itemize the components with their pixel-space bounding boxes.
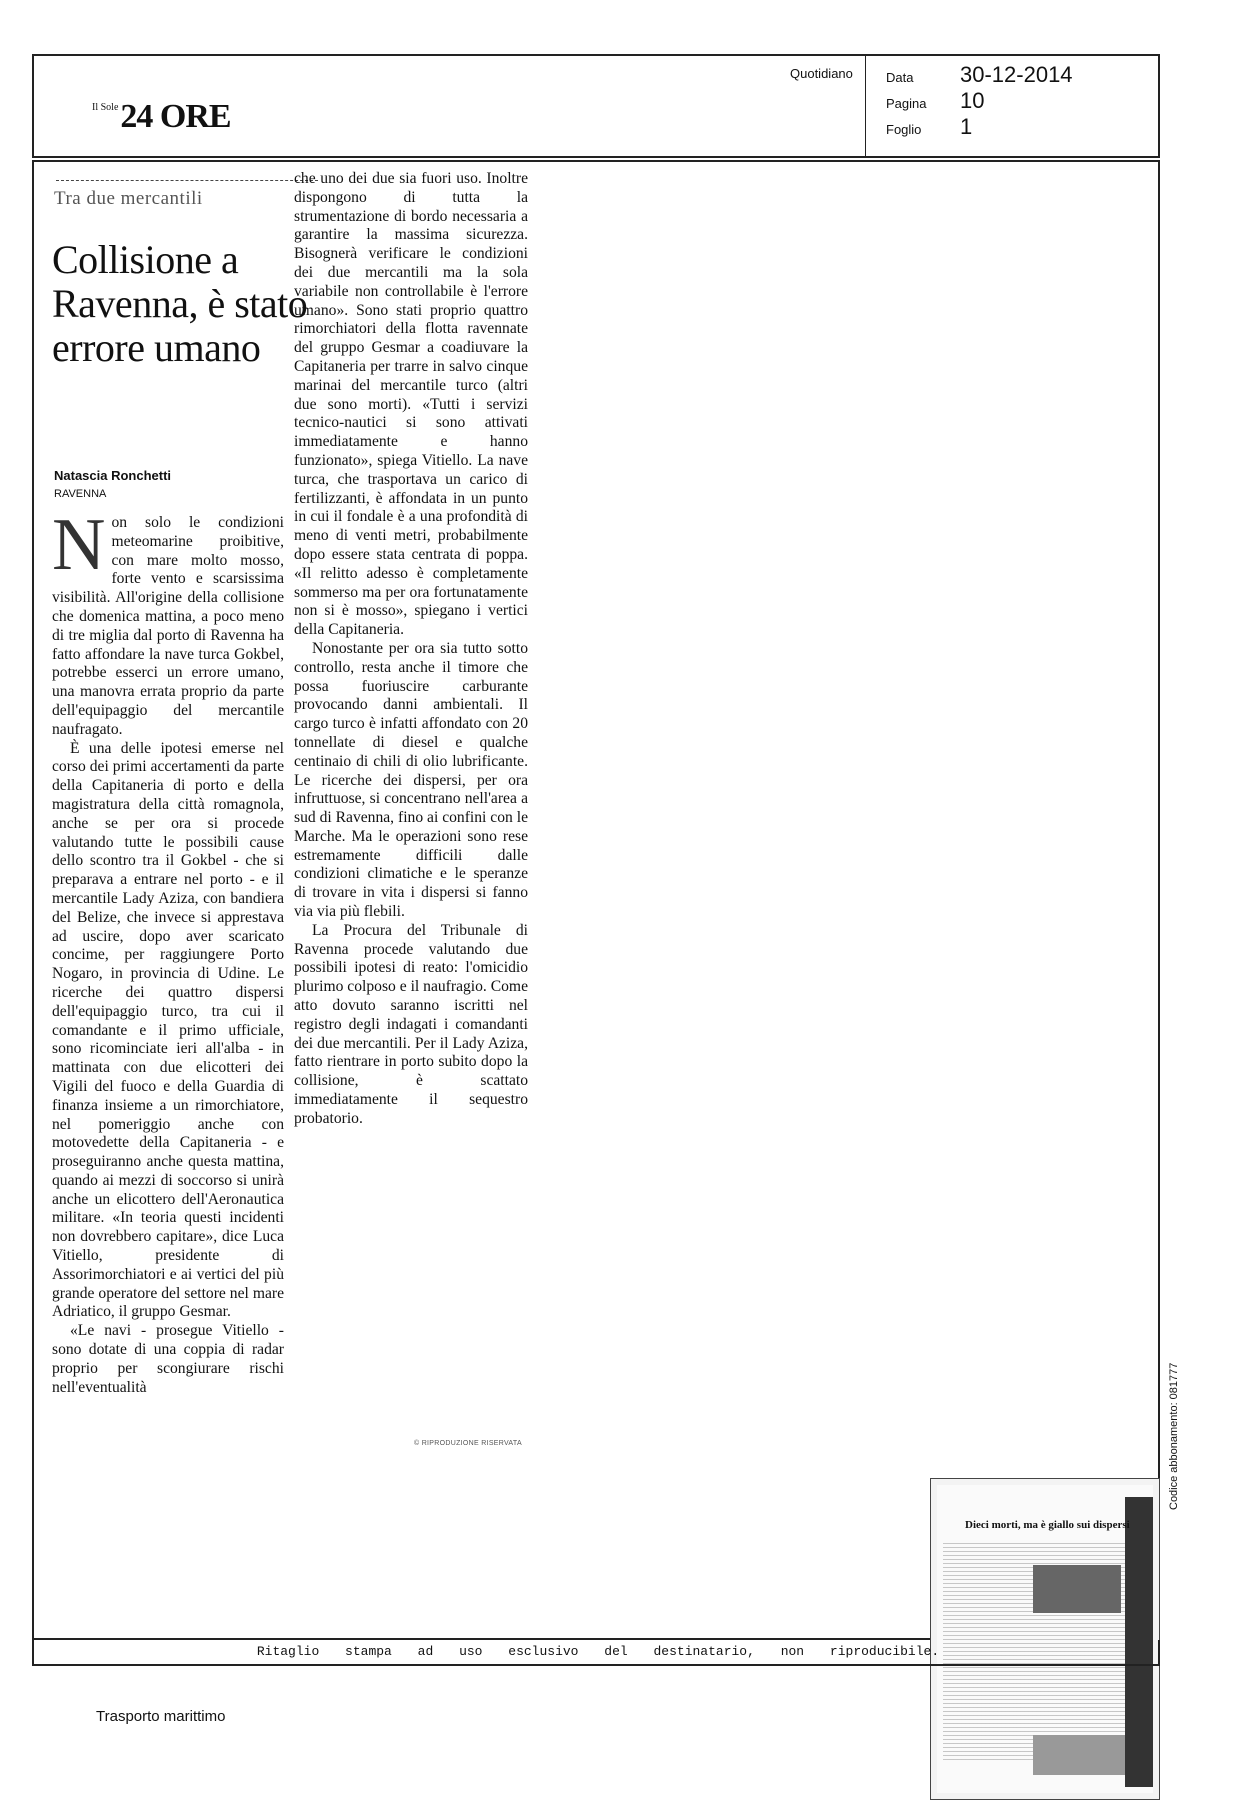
article-kicker: Tra due mercantili <box>54 188 203 209</box>
article-paragraph: «Le navi - prosegue Vitiello - sono dotate di una coppia di radar proprio per scongiurare rischi nell'eventualità <box>52 1322 284 1396</box>
logo-small-text: Il Sole <box>92 102 119 113</box>
thumbnail-title: Dieci morti, ma è giallo sui dispersi <box>965 1519 1130 1531</box>
data-value: 30-12-2014 <box>960 62 1073 87</box>
publication-type: Quotidiano <box>790 66 853 81</box>
paragraph-text: on solo le condizioni meteomarine proibitive, con mare molto mosso, forte vento e scarsissima visibilità. All'origine della collisione che domenica mattina, a poco meno di tre miglia dal porto di Ravenna ha fatto affondare la nave turca Gokbel, potrebbe esserci un errore umano, una manovra errata proprio da parte dell'equipaggio del mercantile naufragato. <box>52 514 284 738</box>
article-paragraph: La Procura del Tribunale di Ravenna procede valutando due possibili ipotesi di reato: l'omicidio plurimo colposo e il naufragio. Come atto dovuto saranno iscritti nel registro degli indagati i comandanti dei due mercantili. Per il Lady Aziza, fatto rientrare in porto subito dopo la collisione, è scattato immediatamente il sequestro probatorio. <box>294 921 528 1127</box>
footer-notice: Ritaglio stampa ad uso esclusivo del destinatario, non riproducibile. <box>256 1644 940 1659</box>
article-headline: Collisione a Ravenna, è stato errore umano <box>52 237 308 370</box>
newspaper-logo <box>92 98 231 136</box>
article-paragraph: È una delle ipotesi emerse nel corso dei primi accertamenti da parte della Capitaneria di porto e della magistratura della città romagnola, anche se per ora si procede valutando tutte le possibili cause dello scontro tra il Gokbel - che si preparava a entrare nel porto - e il mercantile Lady Aziza, con bandiera del Belize, che invece si apprestava ad uscire, dopo aver scaricato concime, per raggiungere Porto Nogaro, in provincia di Udine. Le ricerche dei quattro dispersi dell'equipaggio turco, tra cui il comandante e il primo ufficiale, sono ricominciate ieri all'alba - in mattinata con due elicotteri dei Vigili del fuoco e della Guardia di finanza insieme a un rimorchiatore, nel pomeriggio anche con motovedette della Capitaneria - e proseguiranno anche questa mattina, quando ai mezzi di soccorso si unirà anche un elicottero dell'Aeronautica militare. «In teoria questi incidenti non dovrebbero capitare», dice Luca Vitiello, presidente di Assorimorchiatori e ai vertici del più grande operatore del settore nel mare Adriatico, il gruppo Gesmar. <box>52 739 284 1321</box>
drop-cap: N <box>52 504 106 586</box>
thumbnail-photo <box>1033 1565 1121 1613</box>
foglio-label: Foglio <box>886 122 922 137</box>
subscription-code: Codice abbonamento: 081777 <box>1168 1362 1180 1510</box>
page-thumbnail <box>930 1478 1160 1800</box>
article-author: Natascia Ronchetti <box>54 468 172 483</box>
kicker-rule <box>56 180 318 181</box>
thumbnail-ad <box>1033 1735 1129 1775</box>
thumbnail-page <box>937 1485 1153 1793</box>
copyright-notice: © RIPRODUZIONE RISERVATA <box>414 1440 522 1447</box>
foglio-value: 1 <box>960 114 973 139</box>
header-box <box>32 54 1160 158</box>
pagina-label: Pagina <box>886 96 927 111</box>
article-paragraph: Nonostante per ora sia tutto sotto controllo, resta anche il timore che possa fuoriuscire carburante provocando danni ambientali. Il cargo turco è infatti affondato con 20 tonnellate di diesel e qualche centinaio di chili di olio lubrificante. Le ricerche dei dispersi, per ora infruttuose, si concentrano nell'area a sud di Ravenna, fino ai confini con le Marche. Ma le operazioni sono rese estremamente difficili dalle condizioni climatiche e le speranze di trovare in vita i dispersi si fanno via via più flebili. <box>294 639 528 921</box>
section-label: Trasporto marittimo <box>96 1708 226 1725</box>
article-paragraph <box>52 504 284 740</box>
logo-big-text: 24 ORE <box>120 98 231 135</box>
article-column-2 <box>294 170 528 1129</box>
article-column-1 <box>52 504 284 1397</box>
footer-box <box>32 1640 1160 1666</box>
data-label: Data <box>886 70 914 85</box>
article-box <box>32 160 1160 1640</box>
header-divider <box>865 56 866 156</box>
article-dateline: RAVENNA <box>54 488 107 500</box>
article-paragraph: che uno dei due sia fuori uso. Inoltre dispongono di tutta la strumentazione di bordo necessaria a garantire la massima sicurezza. Bisognerà verificare le condizioni dei due mercantili ma la sola variabile non controllabile è l'errore umano». Sono stati proprio quattro rimorchiatori della flotta ravennate del gruppo Gesmar a coadiuvare la Capitaneria per trarre in salvo cinque marinai del mercantile turco (altri due sono morti). «Tutti i servizi tecnico-nautici si sono attivati immediatamente e hanno funzionato», spiega Vitiello. La nave turca, che trasportava un carico di fertilizzanti, è affondata in un punto in cui il fondale è a una profondità di meno di venti metri, probabilmente dopo essere stata centrata di poppa. «Il relitto adesso è completamente sommerso ma per ora fortunatamente non si è mosso», spiegano i vertici della Capitaneria. <box>294 170 528 639</box>
pagina-value: 10 <box>960 88 985 113</box>
